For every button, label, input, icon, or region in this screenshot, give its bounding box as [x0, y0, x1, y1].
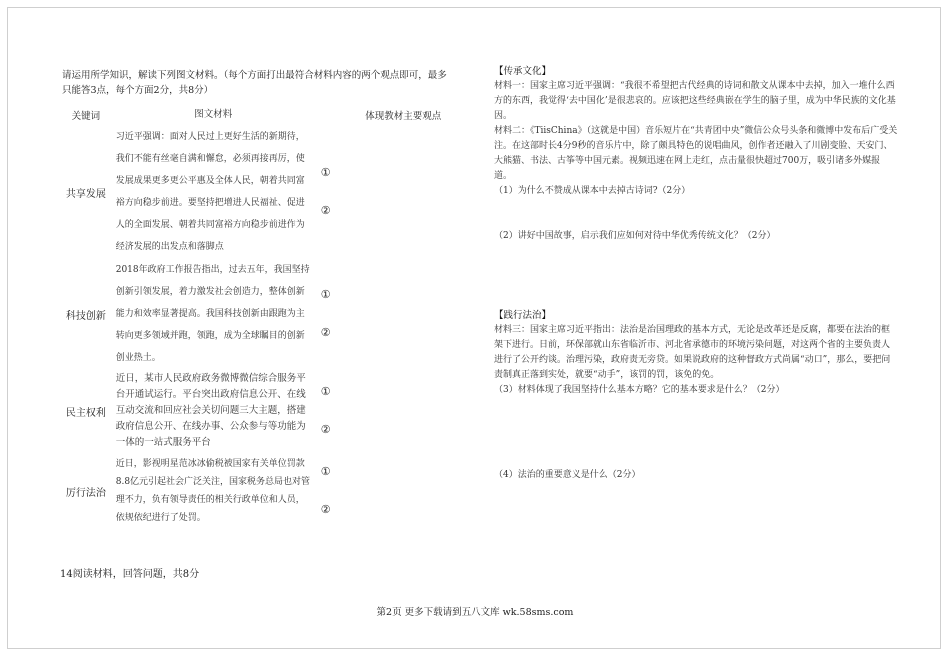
question-3: （3）材料体现了我国坚持什么基本方略？它的基本要求是什么？（2分）	[494, 385, 785, 395]
answer-cell[interactable]	[349, 258, 458, 370]
header-keyword: 关键词	[71, 111, 101, 122]
material-1: 材料一：国家主席习近平强调：“我很不希望把古代经典的诗词和散文从课本中去掉，加入一堆什么西方的东西，我觉得‘去中国化’是很悲哀的。应该把这些经典嵌在学生的脑子里，成为中华民族的文化基因。	[494, 81, 896, 121]
answer-cell[interactable]	[349, 126, 458, 258]
header-viewpoint: 体现教材主要观点	[365, 111, 442, 122]
answer-space[interactable]	[494, 199, 898, 229]
table-row	[60, 452, 458, 530]
material-table	[60, 104, 458, 530]
point-marker: ①	[320, 385, 331, 398]
table-header-row	[60, 104, 458, 126]
question-intro: 请运用所学知识，解读下列图文材料。（每个方面打出最符合材料内容的两个观点即可，最多只能答3点，每个方面2分，共8分）	[62, 70, 447, 96]
material-3: 材料三：国家主席习近平指出：法治是治国理政的基本方式，无论是改革还是反腐，都要在法治的框架下进行。日前，环保部就山东省临沂市、河北省承德市的环境污染问题，对这两个省的主要负责人进行了公开约谈。治理污染，政府责无旁贷。如果说政府的这种督政方式尚属“动口”，那么，要把问责制真正落到实处，就要“动手”，该罚的罚，该免的免。	[494, 325, 891, 380]
point-marker: ①	[320, 465, 331, 478]
section-title-culture: 【传承文化】	[494, 66, 552, 77]
row-keyword: 厉行法治	[65, 487, 106, 499]
answer-space[interactable]	[494, 244, 898, 308]
answer-cell[interactable]	[349, 452, 458, 530]
row-keyword: 共享发展	[65, 188, 106, 200]
header-material: 图文材料	[194, 109, 233, 120]
answer-space[interactable]	[494, 398, 898, 468]
point-marker: ②	[320, 204, 331, 217]
material-2: 材料二：《TiisChina》（这就是中国）音乐短片在“共青团中央”微信公众号头条和微博中发布后广受关注。在这部时长4分9秒的音乐片中，除了颇具特色的说唱曲风，创作者还融入了川剧变脸、天安门、大熊猫、书法、古筝等中国元素。视频迅速在网上走红，点击量很快超过700万，吸引诸多外媒报道。	[494, 126, 898, 181]
table-row	[60, 370, 458, 452]
point-marker: ①	[320, 288, 331, 301]
point-marker: ①	[320, 166, 331, 179]
point-marker: ②	[320, 423, 331, 436]
question-4: （4）法治的重要意义是什么（2分）	[494, 470, 641, 480]
row-material: 2018年政府工作报告指出，过去五年，我国坚持创新引领发展，着力激发社会创造力，整体创新能力和效率显著提高。我国科技创新由跟跑为主转向更多领域并跑，领跑，成为全球瞩目的创新创业热土。	[115, 265, 310, 363]
question-1: （1）为什么不赞成从课本中去掉古诗词?（2分）	[494, 186, 691, 196]
question-14: 14阅读材料，回答问题，共8分	[60, 569, 200, 580]
table-row	[60, 258, 458, 370]
table-row	[60, 126, 458, 258]
point-marker: ②	[320, 503, 331, 516]
answer-cell[interactable]	[349, 370, 458, 452]
section-title-law: 【践行法治】	[494, 310, 552, 321]
row-keyword: 科技创新	[65, 310, 106, 322]
point-marker: ②	[320, 326, 331, 339]
right-column	[494, 64, 898, 483]
row-material: 近日，影视明星范冰冰偷税被国家有关单位罚款8.8亿元引起社会广泛关注，国家税务总局也对管理不力，负有领导责任的相关行政单位和人员，依规依纪进行了处罚。	[115, 459, 311, 523]
page-footer: 第2页 更多下载请到五八文库 wk.58sms.com	[376, 607, 574, 618]
question-2: （2）讲好中国故事，启示我们应如何对待中华优秀传统文化？（2分）	[494, 231, 776, 241]
row-keyword: 民主权利	[65, 407, 106, 419]
row-material: 近日，某市人民政府政务微博微信综合服务平台开通试运行。平台突出政府信息公开、在线互动交流和回应社会关切问题三大主题，搭建政府信息公开、在线办事、公众参与等功能为一体的一站式服务平台	[115, 373, 306, 448]
row-material: 习近平强调：面对人民过上更好生活的新期待，我们不能有丝毫自满和懈怠，必须再接再厉，使发展成果更多更公平惠及全体人民，朝着共同富裕方向稳步前进。要坚持把增进人民福祉、促进人的全面发展、朝着共同富裕方向稳步前进作为经济发展的出发点和落脚点	[115, 132, 305, 252]
